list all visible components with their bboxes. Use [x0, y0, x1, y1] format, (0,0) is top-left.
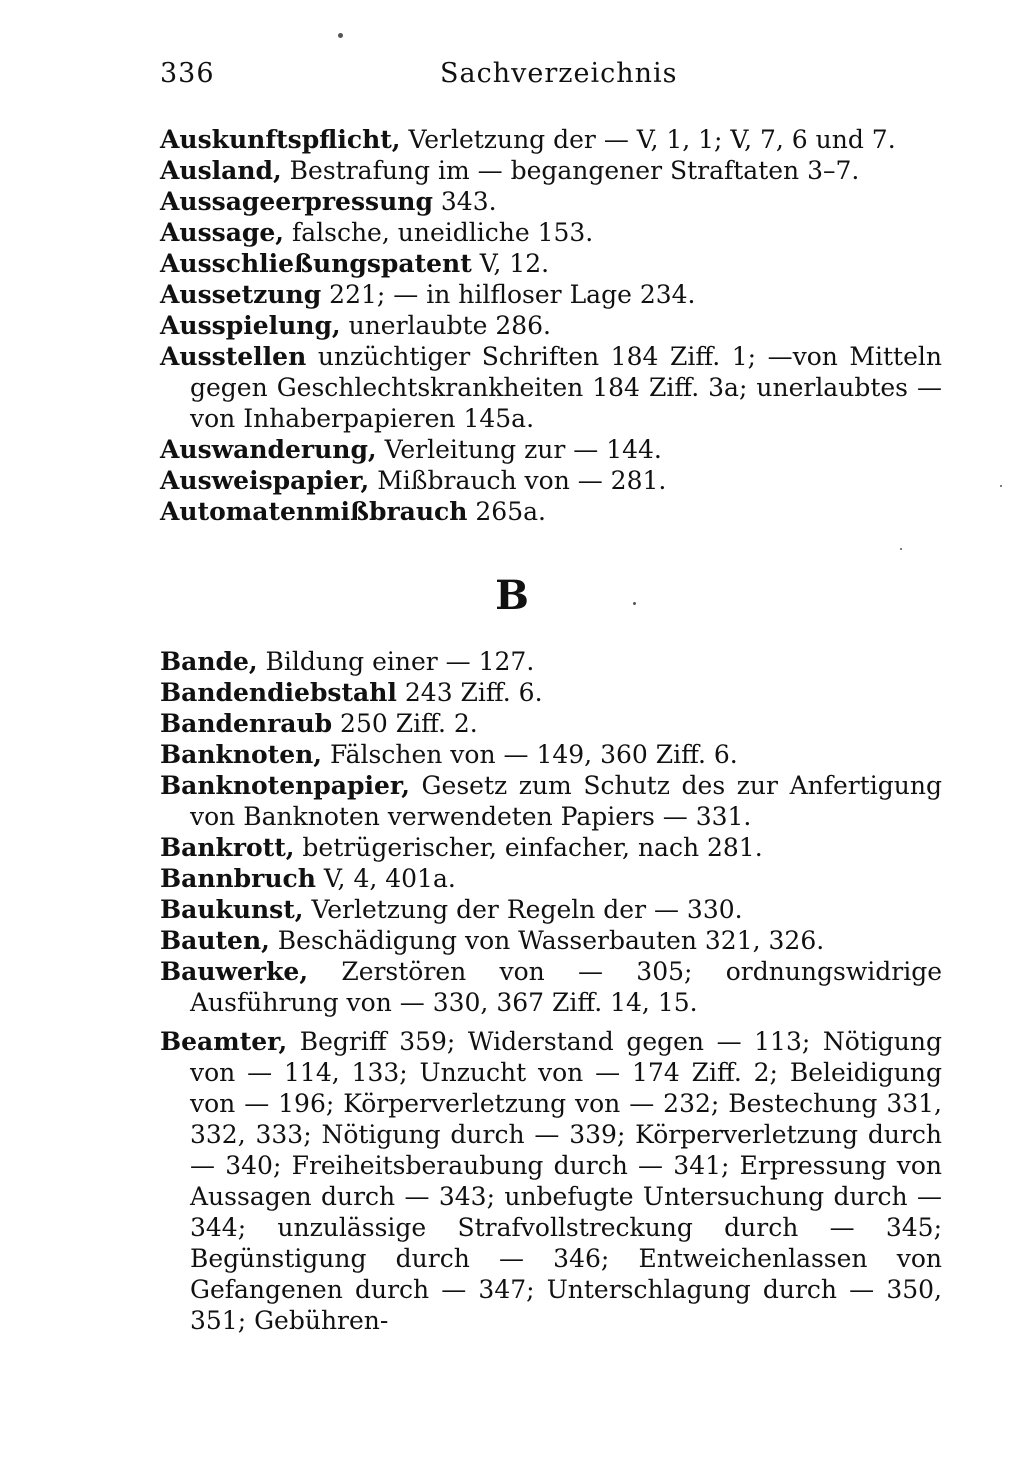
entry-term: Bandendiebstahl	[160, 678, 397, 707]
entry-text: Verleitung zur — 144.	[376, 435, 662, 464]
index-section-b	[160, 646, 942, 1336]
entry-text: betrügerischer, einfacher, nach 281.	[294, 833, 763, 862]
entry-term: Bauwerke,	[160, 957, 309, 986]
entry-text: falsche, uneidliche 153.	[284, 218, 594, 247]
scan-speck	[1000, 485, 1002, 487]
index-section-a	[160, 124, 942, 527]
index-entry	[160, 677, 942, 708]
index-entry	[160, 341, 942, 434]
entry-term: Ausspielung,	[160, 311, 341, 340]
index-entry	[160, 863, 942, 894]
entry-term: Baukunst,	[160, 895, 304, 924]
index-entry	[160, 155, 942, 186]
entry-term: Automatenmißbrauch	[160, 497, 468, 526]
index-entry	[160, 894, 942, 925]
entry-term: Ausstellen	[160, 342, 307, 371]
index-entry	[160, 496, 942, 527]
entry-text: Fälschen von — 149, 360 Ziff. 6.	[322, 740, 738, 769]
entry-term: Auskunftspflicht,	[160, 125, 401, 154]
entry-term: Aussage,	[160, 218, 285, 247]
entry-term: Bande,	[160, 647, 258, 676]
entry-term: Bauten,	[160, 926, 270, 955]
entry-text: Verletzung der Regeln der — 330.	[303, 895, 743, 924]
scan-speck	[900, 548, 902, 550]
entry-text: Bestrafung im — begangener Straftaten 3–7.	[281, 156, 860, 185]
index-entry	[160, 465, 942, 496]
entry-term: Ausland,	[160, 156, 282, 185]
entry-term: Aussageerpressung	[160, 187, 433, 216]
entry-text: V, 12.	[471, 249, 550, 278]
index-entry	[160, 186, 942, 217]
index-entry	[160, 310, 942, 341]
scan-speck	[338, 33, 343, 38]
entry-term: Bandenraub	[160, 709, 333, 738]
entry-text: 250 Ziff. 2.	[332, 709, 478, 738]
index-entry	[160, 646, 942, 677]
index-entry	[160, 708, 942, 739]
entry-text: Zerstören von — 305; ordnungswidrige Ausführung von — 330, 367 Ziff. 14, 15.	[190, 957, 942, 1017]
entry-term: Beamter,	[160, 1027, 288, 1056]
scan-speck	[633, 602, 636, 605]
letter-heading: B	[495, 572, 529, 619]
index-entry	[160, 956, 942, 1018]
entry-text: unerlaubte 286.	[340, 311, 551, 340]
index-entry	[160, 124, 942, 155]
index-entry	[160, 770, 942, 832]
entry-text: Mißbrauch von — 281.	[369, 466, 667, 495]
running-title: Sachverzeichnis	[440, 58, 678, 89]
entry-text: Begriff 359; Widerstand gegen — 113; Nötigung von — 114, 133; Unzucht von — 174 Ziff. 2; Beleidigung von — 196; Körperverletzung von — 232; Bestechung 331, 332, 333; Nötigung durch — 339; Körperverletzung durch — 340; Freiheitsberaubung durch — 341; Erpressung von Aussagen durch — 343; unbefugte Untersuchung durch — 344; unzulässige Strafvollstreckung durch — 345; Begünstigung durch — 346; Entweichenlassen von Gefangenen durch — 347; Unterschlagung durch — 350, 351; Gebühren-	[190, 1027, 942, 1335]
index-entry	[160, 217, 942, 248]
index-entry	[160, 279, 942, 310]
entry-text: 221; — in hilfloser Lage 234.	[321, 280, 696, 309]
entry-term: Bankrott,	[160, 833, 295, 862]
entry-text: unzüchtiger Schriften 184 Ziff. 1; —von Mitteln gegen Geschlechtskrankheiten 184 Ziff. 3a; unerlaubtes — von Inhaberpapieren 145a.	[190, 342, 942, 433]
entry-text: V, 4, 401a.	[315, 864, 456, 893]
entry-text: Verletzung der — V, 1, 1; V, 7, 6 und 7.	[400, 125, 896, 154]
page-header	[160, 58, 942, 98]
index-entry	[160, 925, 942, 956]
index-entry	[160, 832, 942, 863]
entry-term: Auswanderung,	[160, 435, 377, 464]
index-entry	[160, 248, 942, 279]
entry-term: Ausweispapier,	[160, 466, 370, 495]
entry-text: Gesetz zum Schutz des zur Anfertigung von Banknoten verwendeten Papiers — 331.	[190, 771, 942, 831]
entry-term: Aussetzung	[160, 280, 322, 309]
index-entry	[160, 739, 942, 770]
index-entry	[160, 1026, 942, 1336]
entry-text: 243 Ziff. 6.	[396, 678, 543, 707]
entry-text: 265a.	[467, 497, 546, 526]
entry-text: 343.	[432, 187, 497, 216]
entry-text: Beschädigung von Wasserbauten 321, 326.	[269, 926, 825, 955]
entry-term: Banknotenpapier,	[160, 771, 410, 800]
entry-term: Bannbruch	[160, 864, 316, 893]
index-entry	[160, 434, 942, 465]
entry-term: Banknoten,	[160, 740, 323, 769]
entry-term: Ausschließungspatent	[160, 249, 472, 278]
entry-text: Bildung einer — 127.	[257, 647, 535, 676]
page-number: 336	[160, 58, 215, 89]
